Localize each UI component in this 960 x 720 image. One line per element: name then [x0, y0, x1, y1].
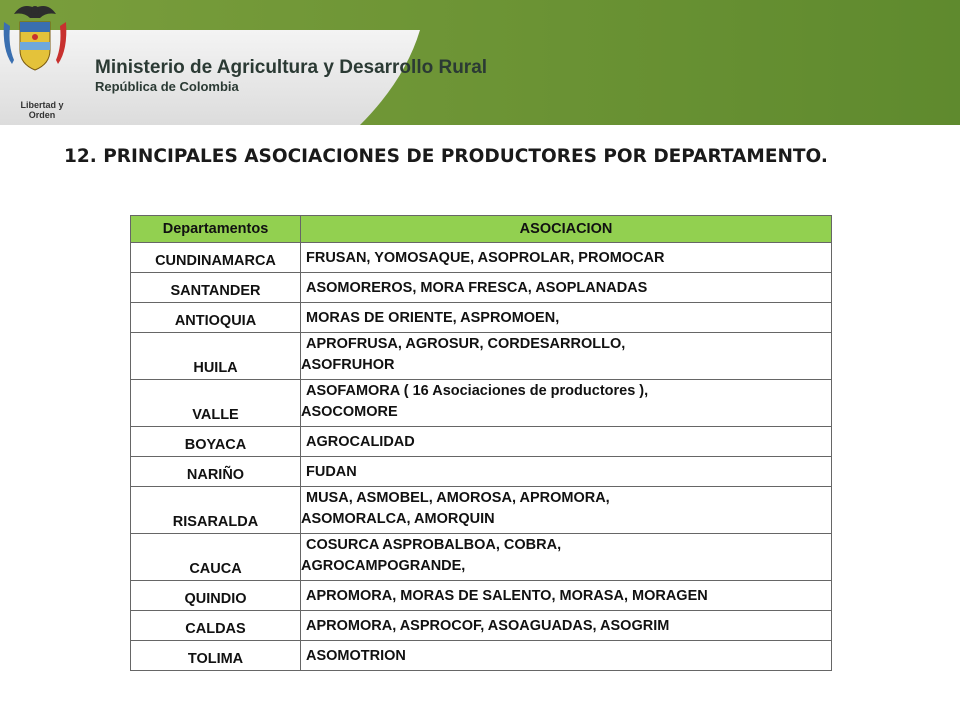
table-row	[131, 641, 832, 671]
column-header-asociacion: ASOCIACION	[301, 216, 832, 243]
table-row	[131, 243, 832, 273]
department-cell: CUNDINAMARCA	[131, 243, 301, 273]
association-cell	[301, 303, 832, 333]
department-cell: RISARALDA	[131, 487, 301, 534]
department-cell: HUILA	[131, 333, 301, 380]
association-cell	[301, 611, 832, 641]
association-cell	[301, 273, 832, 303]
department-cell: VALLE	[131, 380, 301, 427]
column-header-departamentos: Departamentos	[131, 216, 301, 243]
table-row	[131, 273, 832, 303]
association-text-continued: AGROCAMPOGRANDE,	[301, 558, 466, 574]
association-text-continued: ASOMORALCA, AMORQUIN	[301, 511, 495, 527]
department-cell: NARIÑO	[131, 457, 301, 487]
association-cell	[301, 380, 832, 427]
association-text: APROMORA, ASPROCOF, ASOAGUADAS, ASOGRIM	[306, 618, 670, 634]
table-row	[131, 380, 832, 427]
association-text: APROMORA, MORAS DE SALENTO, MORASA, MORAGEN	[306, 588, 708, 604]
department-cell: ANTIOQUIA	[131, 303, 301, 333]
motto-label: Libertad y Orden	[20, 100, 64, 120]
header-banner	[0, 0, 960, 125]
department-cell: TOLIMA	[131, 641, 301, 671]
association-text: FRUSAN, YOMOSAQUE, ASOPROLAR, PROMOCAR	[306, 250, 665, 266]
association-text: ASOMOTRION	[306, 648, 406, 664]
association-text: APROFRUSA, AGROSUR, CORDESARROLLO,	[306, 336, 626, 352]
association-text: ASOMOREROS, MORA FRESCA, ASOPLANADAS	[306, 280, 648, 296]
department-cell: BOYACA	[131, 427, 301, 457]
department-cell: QUINDIO	[131, 581, 301, 611]
association-text: ASOFAMORA ( 16 Asociaciones de productores ),	[306, 383, 649, 399]
table-row	[131, 333, 832, 380]
association-text-continued: ASOCOMORE	[301, 404, 398, 420]
page-title: 12. PRINCIPALES ASOCIACIONES DE PRODUCTORES POR DEPARTAMENTO.	[64, 146, 828, 167]
associations-table	[130, 215, 832, 671]
table-row	[131, 534, 832, 581]
ministry-name: Ministerio de Agricultura y Desarrollo Rural	[95, 57, 488, 78]
association-cell	[301, 427, 832, 457]
association-cell	[301, 534, 832, 581]
association-cell	[301, 581, 832, 611]
table-row	[131, 581, 832, 611]
association-cell	[301, 641, 832, 671]
department-cell: CAUCA	[131, 534, 301, 581]
association-cell	[301, 487, 832, 534]
association-cell	[301, 243, 832, 273]
table-row	[131, 487, 832, 534]
table-row	[131, 457, 832, 487]
colombia-coat-of-arms-icon	[0, 0, 70, 90]
association-cell	[301, 333, 832, 380]
table-header-row	[131, 216, 832, 243]
association-text: MUSA, ASMOBEL, AMOROSA, APROMORA,	[306, 490, 610, 506]
republic-name: República de Colombia	[95, 79, 239, 94]
association-text-continued: ASOFRUHOR	[301, 357, 395, 373]
association-cell	[301, 457, 832, 487]
association-text: FUDAN	[306, 464, 357, 480]
association-text: AGROCALIDAD	[306, 434, 415, 450]
department-cell: SANTANDER	[131, 273, 301, 303]
table-row	[131, 611, 832, 641]
association-text: COSURCA ASPROBALBOA, COBRA,	[306, 537, 562, 553]
department-cell: CALDAS	[131, 611, 301, 641]
association-text: MORAS DE ORIENTE, ASPROMOEN,	[306, 310, 560, 326]
table-row	[131, 427, 832, 457]
table-row	[131, 303, 832, 333]
